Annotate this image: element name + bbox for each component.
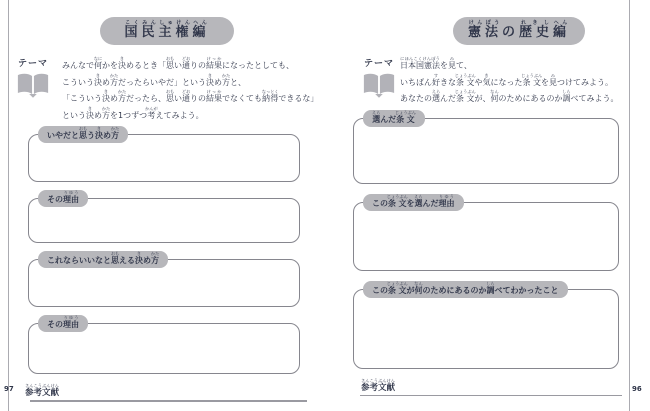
answer-box-label: いやだと思おもう決きめ方かた — [38, 126, 128, 143]
theme-line: こういう決きめ方かただったらいやだ」という決きめ方かたと、 — [62, 72, 246, 87]
answer-box-chosen-article[interactable] — [353, 109, 619, 184]
right-theme-text — [400, 56, 619, 106]
references-write-line[interactable] — [360, 395, 622, 397]
answer-box-reason-2[interactable] — [28, 315, 300, 374]
answer-box-reason-for-choice[interactable] — [353, 193, 619, 271]
theme-label: テーマ — [17, 59, 48, 70]
answer-box-label: この条文じょうぶんを選えらんだ理由りゆう — [363, 194, 464, 211]
left-page-edge-line — [8, 0, 9, 411]
right-page — [353, 0, 622, 396]
theme-line: あなたの選えらんだ条文じょうぶんが、何なんのためにあるのか調しらべてみよう。 — [400, 89, 619, 104]
references-write-line[interactable] — [30, 400, 307, 402]
right-page-title-pill — [453, 17, 585, 45]
theme-line: みんなで何なにかを決きめるとき「思おもい通どおりの結果けっかになったとしても、 — [62, 56, 294, 71]
answer-box-label: その理由りゆう — [38, 315, 88, 332]
right-page-edge-line — [629, 0, 630, 411]
left-page-title-pill — [100, 17, 234, 45]
left-page-title: 国民主権編こくみんしゅけんへん — [124, 20, 210, 40]
answer-box-research-findings[interactable] — [353, 280, 619, 369]
theme-line: という決きめ方かたを1つずつ考かんがえてみよう。 — [62, 105, 204, 120]
right-theme-section — [353, 56, 622, 106]
page-number-right: 96 — [632, 385, 642, 393]
theme-label: テーマ — [363, 59, 394, 70]
right-page-title: 憲法けんぽうの歴史れきし編へん — [467, 20, 571, 40]
page-number-left: 97 — [4, 385, 14, 393]
left-theme-section — [15, 56, 319, 122]
references-label: 参考文献さんこうぶんけん — [25, 383, 60, 399]
answer-box-acceptable-decision-method[interactable] — [28, 251, 300, 307]
theme-line: 「こういう決きめ方かただったら、思おもい通どおりの結果けっかでなくても納得なっとくできるな」 — [62, 89, 319, 104]
answer-box-disliked-decision-method[interactable] — [28, 126, 300, 182]
answer-box-label: これならいいなと思おもえる決きめ方かた — [38, 251, 168, 268]
answer-box-label: その理由りゆう — [38, 190, 88, 207]
open-book-icon — [362, 72, 396, 99]
theme-line: いちばん好すきな条文じょうぶんや気きになった条文じょうぶんを見みつけてみよう。 — [400, 72, 613, 87]
left-theme-text — [62, 56, 318, 122]
theme-line: 日本国憲法にほんこくけんぽうを見みて、 — [400, 56, 472, 71]
answer-box-label: 選えらんだ条文じょうぶん — [363, 110, 425, 127]
references-label: 参考文献さんこうぶんけん — [361, 377, 396, 393]
open-book-icon — [16, 72, 50, 99]
answer-box-reason-1[interactable] — [28, 190, 300, 243]
left-page — [15, 0, 319, 402]
answer-box-label: この条文じょうぶんが何なんのためにあるのか調しらべてわかったこと — [363, 281, 568, 298]
